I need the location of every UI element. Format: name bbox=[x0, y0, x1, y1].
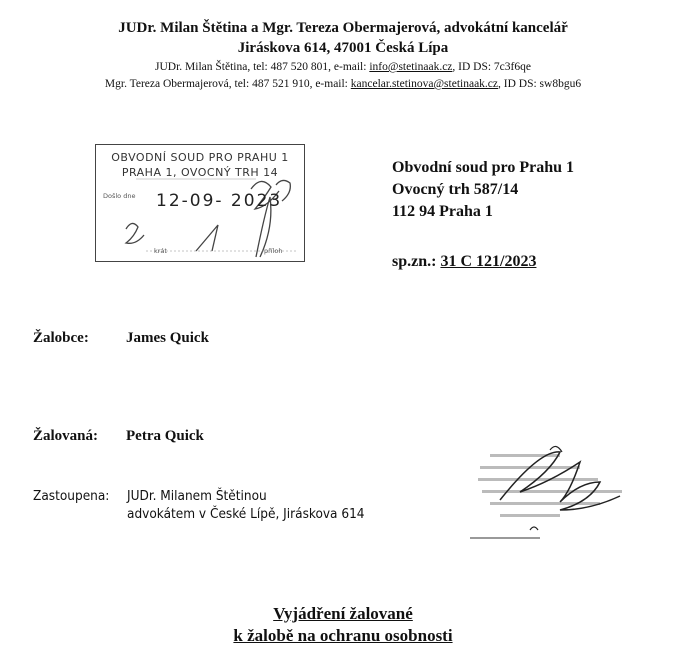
plaintiff-label: Žalobce: bbox=[33, 330, 89, 346]
stamp-date: 12-09- 2023 bbox=[156, 191, 283, 211]
case-reference bbox=[392, 253, 536, 271]
court-city: 112 94 Praha 1 bbox=[392, 203, 493, 220]
case-number: 31 C 121/2023 bbox=[440, 253, 537, 270]
stamp-court-address: PRAHA 1, OVOCNÝ TRH 14 bbox=[121, 166, 279, 179]
court-street: Ovocný trh 587/14 bbox=[392, 181, 519, 198]
letterhead-contact-line-1 bbox=[0, 61, 686, 73]
contact-2-ds: , ID DS: sw8bgu6 bbox=[498, 78, 582, 90]
representative-name: JUDr. Milanem Štětinou bbox=[127, 488, 267, 504]
court-name: Obvodní soud pro Prahu 1 bbox=[392, 159, 574, 176]
representation-label: Zastoupena: bbox=[33, 488, 110, 504]
stamp-attachments-label: příloh bbox=[264, 247, 283, 255]
case-reference-label: sp.zn.: bbox=[392, 253, 441, 270]
letterhead-contact-line-2 bbox=[0, 78, 686, 90]
contact-1-email[interactable]: info@stetinaak.cz bbox=[369, 61, 453, 73]
lawyer-stamp-signature bbox=[470, 440, 650, 540]
contact-1-text: JUDr. Milan Štětina, tel: 487 520 801, e-mail: bbox=[155, 61, 370, 73]
stamp-count-label: krát bbox=[154, 247, 167, 255]
court-receipt-stamp bbox=[95, 144, 305, 262]
letterhead-address: Jiráskova 614, 47001 Česká Lípa bbox=[237, 40, 449, 56]
representative-address: advokátem v České Lípě, Jiráskova 614 bbox=[127, 506, 365, 522]
contact-2-email[interactable]: kancelar.stetinova@stetinaak.cz bbox=[350, 78, 499, 90]
stamp-court-name: OBVODNÍ SOUD PRO PRAHU 1 bbox=[111, 151, 289, 164]
defendant-label: Žalovaná: bbox=[33, 428, 99, 444]
document-title-line-1: Vyjádření žalované bbox=[273, 604, 413, 623]
stamp-received-label: Došlo dne bbox=[103, 192, 136, 200]
signature-icon bbox=[470, 440, 650, 540]
contact-2-text: Mgr. Tereza Obermajerová, tel: 487 521 910, e-mail: bbox=[104, 78, 351, 90]
plaintiff-name: James Quick bbox=[126, 330, 209, 346]
letterhead-firm-name: JUDr. Milan Štětina a Mgr. Tereza Obermajerová, advokátní kancelář bbox=[118, 20, 568, 36]
document-title-line-2: k žalobě na ochranu osobnosti bbox=[233, 626, 453, 645]
contact-1-ds: , ID DS: 7c3f6qe bbox=[452, 61, 531, 73]
defendant-name: Petra Quick bbox=[126, 428, 204, 444]
